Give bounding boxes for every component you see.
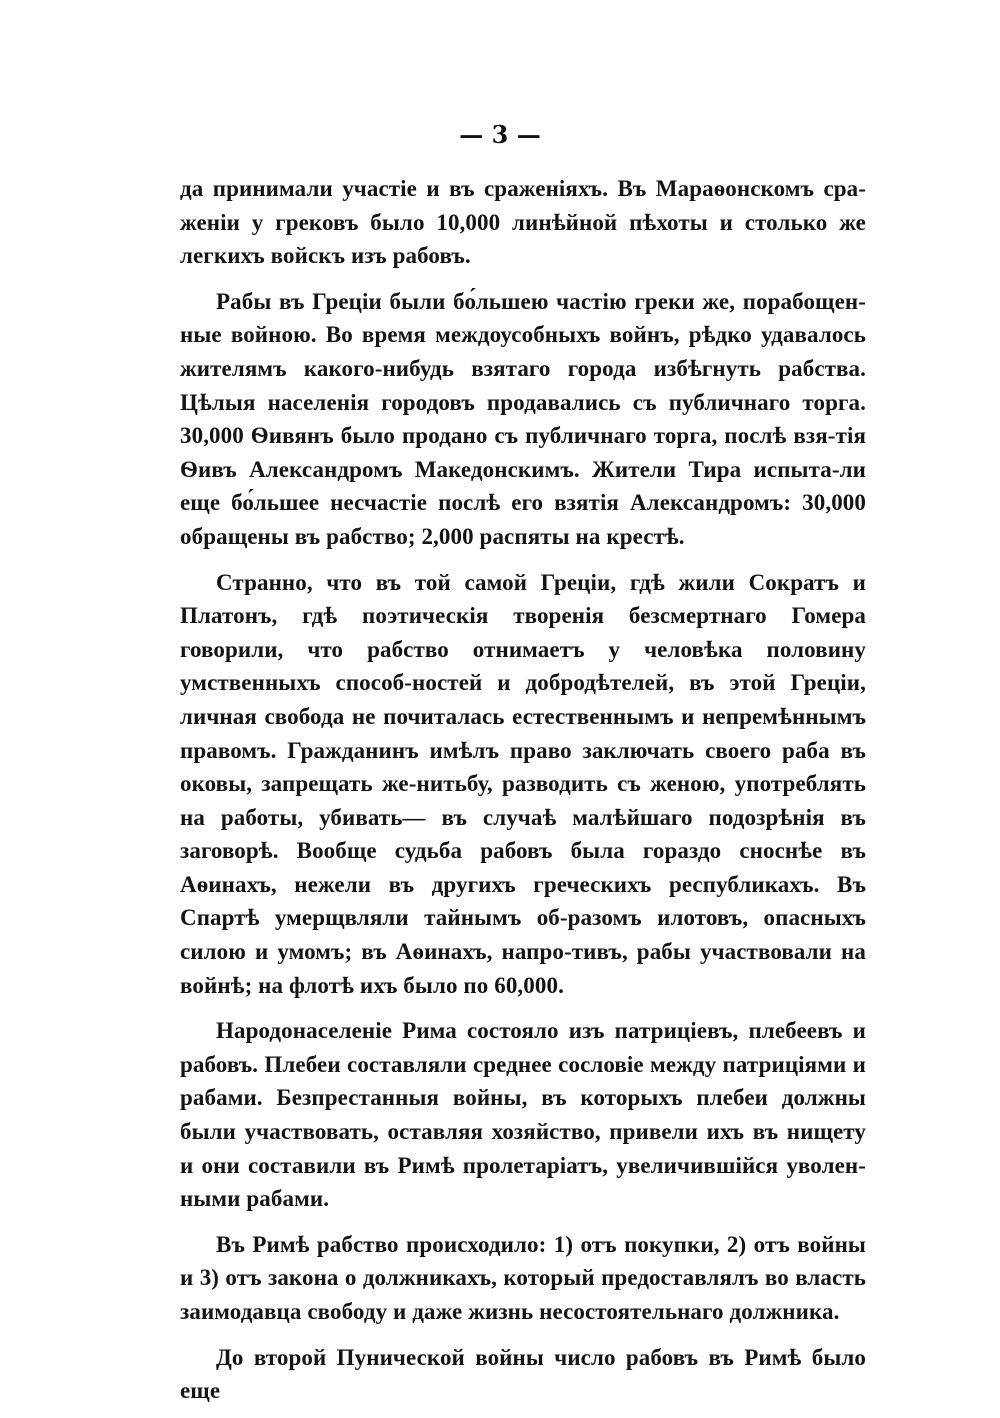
paragraph-2: Рабы въ Греціи были бо́льшею частію греки же, порабощен-ные войною. Во время междоусобныхъ войнъ, рѣдко удавалось жителямъ какого-нибудь взятаго города избѣгнуть рабства. Цѣлыя населенія городовъ продавались съ публичнаго торга. 30,000 Ѳивянъ было продано съ публичнаго торга, послѣ взя-тія Ѳивъ Александромъ Македонскимъ. Жители Тира испыта-ли еще бо́льшее несчастіе послѣ его взятія Александромъ: 30,000 обращены въ рабство; 2,000 распяты на крестѣ. (180, 288, 866, 549)
paragraph-4: Народонаселеніе Рима состояло изъ патриціевъ, плебеевъ и рабовъ. Плебеи составляли среднее сословіе между патриціями и рабами. Безпрестанныя войны, въ которыхъ плебеи должны были участвовать, оставляя хозяйство, привели ихъ въ нищету и они составили въ Римѣ пролетаріатъ, увеличившійся уволен-ными рабами. (180, 1018, 866, 1212)
body-text (180, 172, 866, 1408)
paragraph-1: да принимали участіе и въ сраженіяхъ. Въ Мараѳонскомъ сра-женіи у грековъ было 10,000 линѣйной пѣхоты и столько же легкихъ войскъ изъ рабовъ. (180, 176, 866, 269)
paragraph-3: Странно, что въ той самой Греціи, гдѣ жили Сократъ и Платонъ, гдѣ поэтическія творенія безсмертнаго Гомера говорили, что рабство отнимаетъ у человѣка половину умственныхъ способ-ностей и добродѣтелей, въ этой Греціи, личная свобода не почиталась естественнымъ и непремѣннымъ правомъ. Гражданинъ имѣлъ право заключать своего раба въ оковы, запрещать же-нитьбу, разводить съ женою, употреблять на работы, убивать— въ случаѣ малѣйшаго подозрѣнія въ заговорѣ. Вообще судьба рабовъ была гораздо сноснѣе въ Аѳинахъ, нежели въ другихъ греческихъ республикахъ. Въ Спартѣ умерщвляли тайнымъ об-разомъ илотовъ, опасныхъ силою и умомъ; въ Аѳинахъ, напро-тивъ, рабы участвовали на войнѣ; на флотѣ ихъ было по 60,000. (180, 569, 866, 998)
paragraph-5: Въ Римѣ рабство происходило: 1) отъ покупки, 2) отъ войны и 3) отъ закона о должникахъ, который предоставлялъ во власть заимодавца свободу и даже жизнь несостоятельнаго должника. (180, 1231, 866, 1324)
page-number: — 3 — (459, 120, 541, 149)
paragraph-6: До второй Пунической войны число рабовъ въ Римѣ было еще (180, 1344, 866, 1404)
